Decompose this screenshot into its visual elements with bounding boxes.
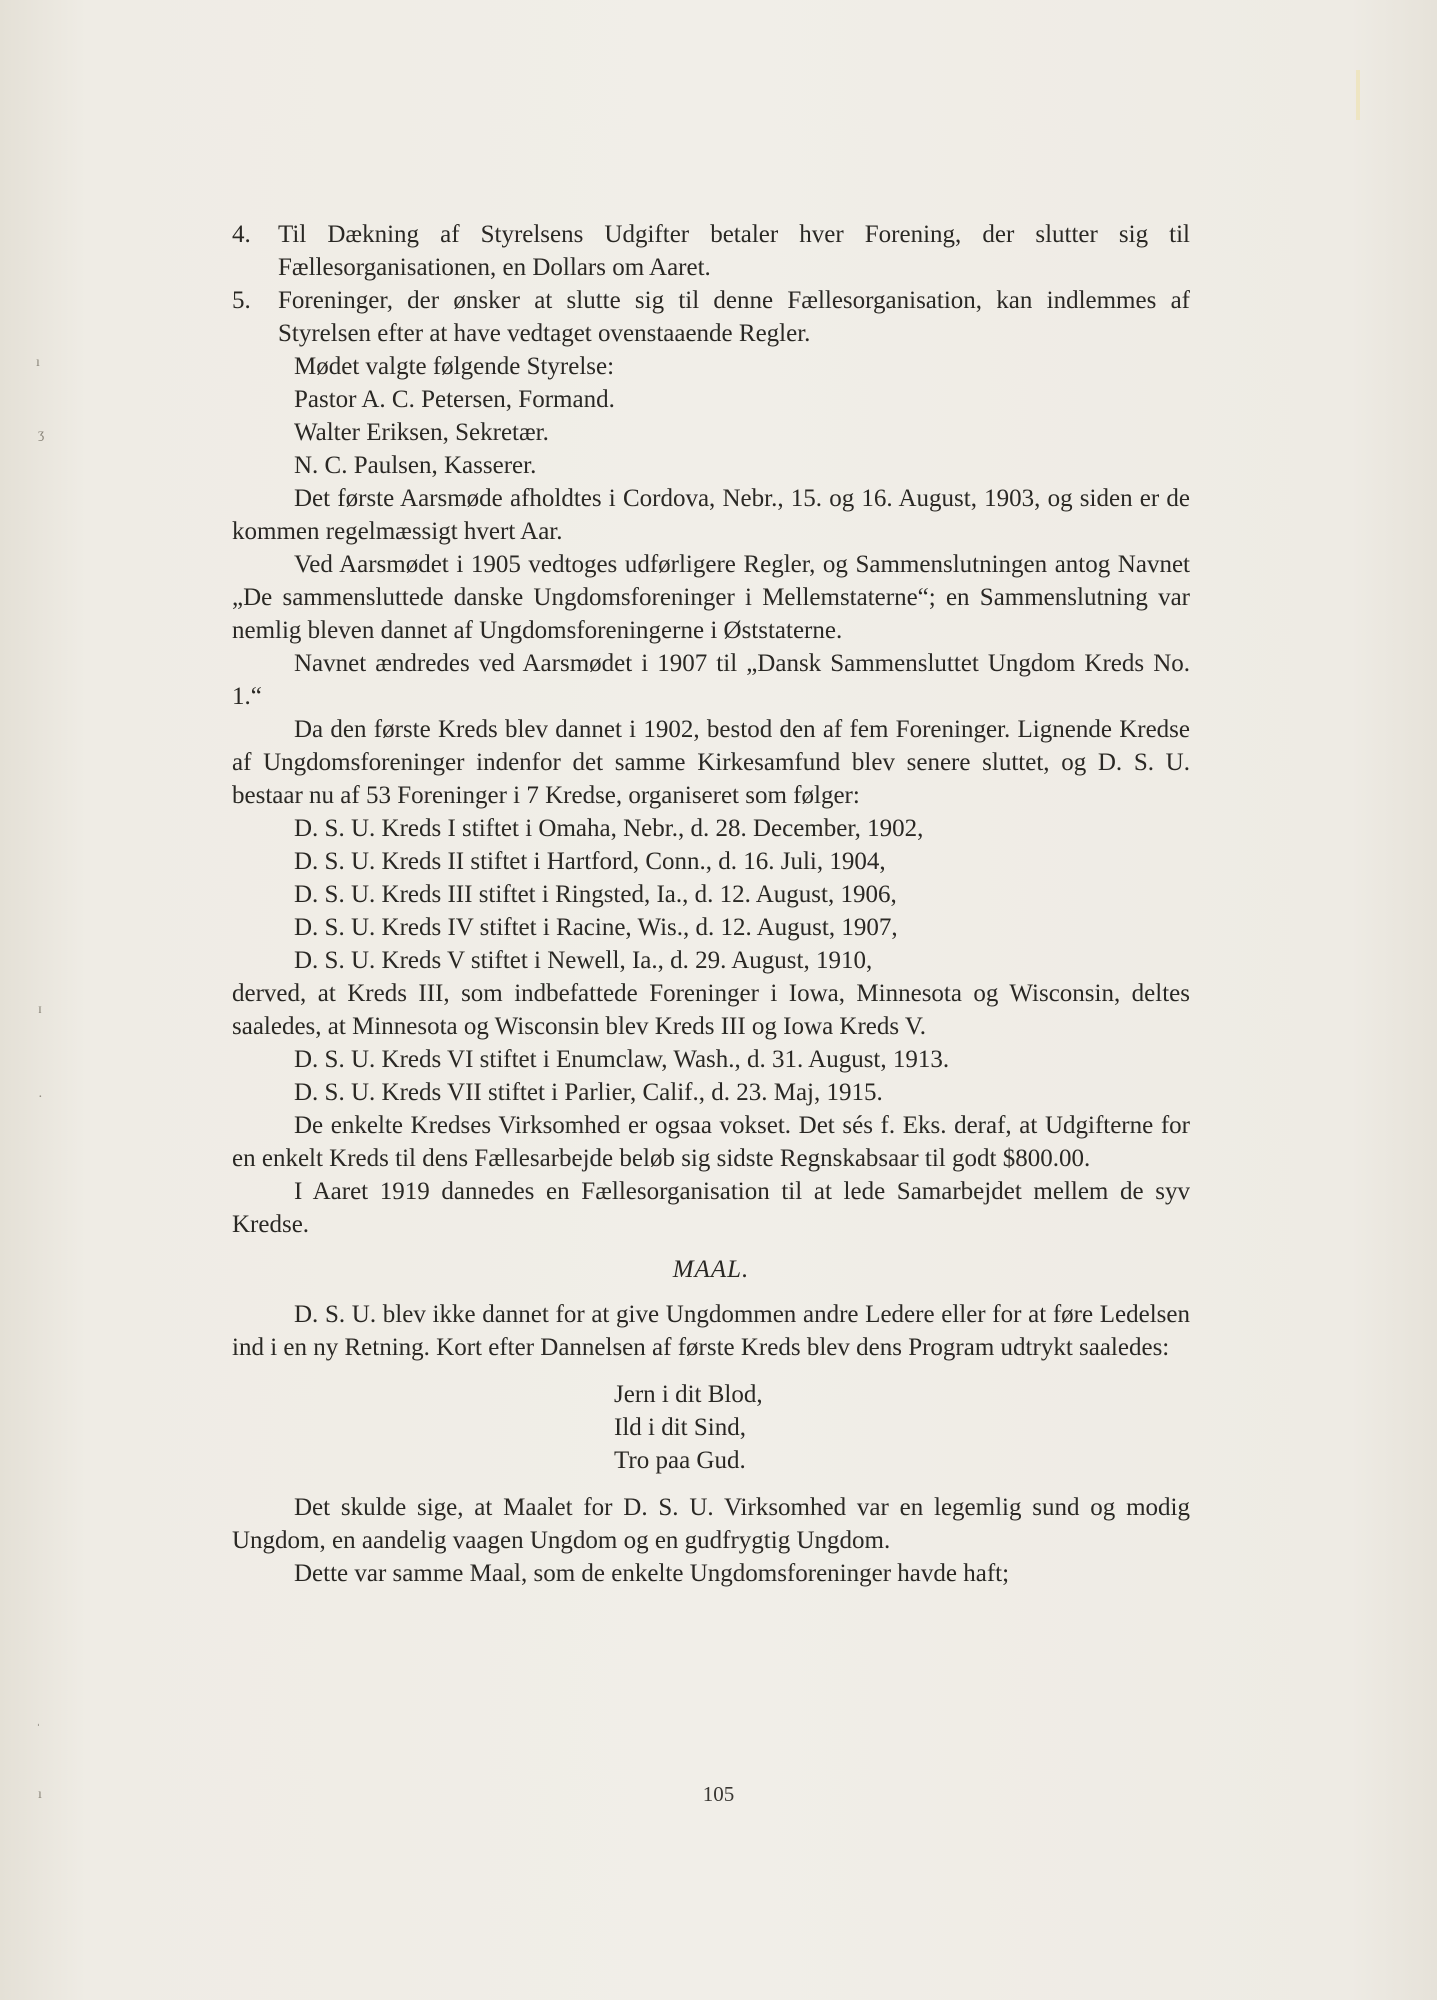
- page-text: [232, 218, 1190, 1590]
- numbered-rule-5: [232, 284, 1190, 350]
- page-number: 105: [702, 1782, 735, 1806]
- rule-number: 5.: [232, 287, 251, 314]
- rule-number: 4.: [232, 221, 251, 248]
- board-intro: Mødet valgte følgende Styrelse:: [294, 353, 615, 380]
- rule-text: Foreninger, der ønsker at slutte sig til denne Fællesorganisation, kan indlemmes af Styrelsen efter at have vedtaget ovenstaaende Regler.: [278, 287, 1190, 347]
- paragraph-growth: De enkelte Kredses Virksomhed er ogsaa vokset. Det sés f. Eks. deraf, at Udgifterne for en enkelt Kreds til dens Fællesarbejde beløb sig sidste Regnskabsaar til godt $800.00.: [232, 1112, 1190, 1172]
- paragraph-name-change: Navnet ændredes ved Aarsmødet i 1907 til „Dansk Sammensluttet Ungdom Kreds No. 1.“: [232, 650, 1190, 710]
- paragraph-meaning: Det skulde sige, at Maalet for D. S. U. Virksomhed var en legemlig sund og modig Ungdom, en aandelig vaagen Ungdom og en gudfrygtig Ungdom.: [232, 1494, 1190, 1554]
- margin-mark: ˌ: [36, 1712, 41, 1727]
- circle-list-item: D. S. U. Kreds VII stiftet i Parlier, Calif., d. 23. Maj, 1915.: [294, 1079, 883, 1106]
- margin-mark: ı: [38, 1787, 42, 1802]
- paragraph-derved: derved, at Kreds III, som indbefattede Foreninger i Iowa, Minnesota og Wisconsin, deltes saaledes, at Minnesota og Wisconsin blev Kreds III og Iowa Kreds V.: [232, 980, 1190, 1040]
- board-member: Pastor A. C. Petersen, Formand.: [294, 386, 615, 413]
- paragraph-meeting-1905: Ved Aarsmødet i 1905 vedtoges udførligere Regler, og Sammenslutningen antog Navnet „De sammensluttede danske Ungdomsforeninger i Mellemstaterne“; en Sammenslutning var nemlig bleven dannet af Ungdomsforeningerne i Øststaterne.: [232, 551, 1190, 644]
- motto-line: Jern i dit Blod,: [614, 1381, 763, 1408]
- section-heading: MAAL.: [672, 1256, 750, 1283]
- margin-mark: ɪ: [38, 1002, 42, 1017]
- paragraph-first-meeting: Det første Aarsmøde afholdtes i Cordova, Nebr., 15. og 16. August, 1903, og siden er de kommen regelmæssigt hvert Aar.: [232, 485, 1190, 545]
- numbered-rule-4: [232, 218, 1190, 284]
- board-member: N. C. Paulsen, Kasserer.: [294, 452, 537, 479]
- circle-list-item: D. S. U. Kreds III stiftet i Ringsted, Ia., d. 12. August, 1906,: [294, 881, 897, 908]
- circle-list-item: D. S. U. Kreds IV stiftet i Racine, Wis., d. 12. August, 1907,: [294, 914, 898, 941]
- circle-list-item: D. S. U. Kreds II stiftet i Hartford, Conn., d. 16. Juli, 1904,: [294, 848, 886, 875]
- motto-verse: [232, 1378, 1190, 1477]
- paragraph-first-circle: Da den første Kreds blev dannet i 1902, bestod den af fem Foreninger. Lignende Kredse af Ungdomsforeninger indenfor det samme Kirkesamfund blev senere sluttet, og D. S. U. bestaar nu af 53 Foreninger i 7 Kredse, organiseret som følger:: [232, 716, 1190, 809]
- rule-text: Til Dækning af Styrelsens Udgifter betaler hver Forening, der slutter sig til Fællesorganisationen, en Dollars om Aaret.: [278, 221, 1190, 281]
- margin-mark: ı: [36, 355, 40, 370]
- paragraph-maal: D. S. U. blev ikke dannet for at give Ungdommen andre Ledere eller for at føre Ledelsen ind i en ny Retning. Kort efter Dannelsen af første Kreds blev dens Program udtrykt saaledes:: [232, 1301, 1190, 1361]
- circle-list-item: D. S. U. Kreds VI stiftet i Enumclaw, Wash., d. 31. August, 1913.: [294, 1046, 950, 1073]
- circle-list-item: D. S. U. Kreds I stiftet i Omaha, Nebr., d. 28. December, 1902,: [294, 815, 924, 842]
- paragraph-last: Dette var samme Maal, som de enkelte Ungdomsforeninger havde haft;: [294, 1560, 1010, 1587]
- paragraph-1919: I Aaret 1919 dannedes en Fællesorganisation til at lede Samarbejdet mellem de syv Kredse.: [232, 1178, 1190, 1238]
- circle-list-item: D. S. U. Kreds V stiftet i Newell, Ia., d. 29. August, 1910,: [294, 947, 873, 974]
- margin-mark: ʒ: [38, 427, 45, 442]
- board-member: Walter Eriksen, Sekretær.: [294, 419, 549, 446]
- motto-line: Ild i dit Sind,: [614, 1414, 746, 1441]
- motto-line: Tro paa Gud.: [614, 1447, 746, 1474]
- paper-fold-mark: [1356, 70, 1360, 120]
- margin-mark: ·: [38, 1090, 43, 1105]
